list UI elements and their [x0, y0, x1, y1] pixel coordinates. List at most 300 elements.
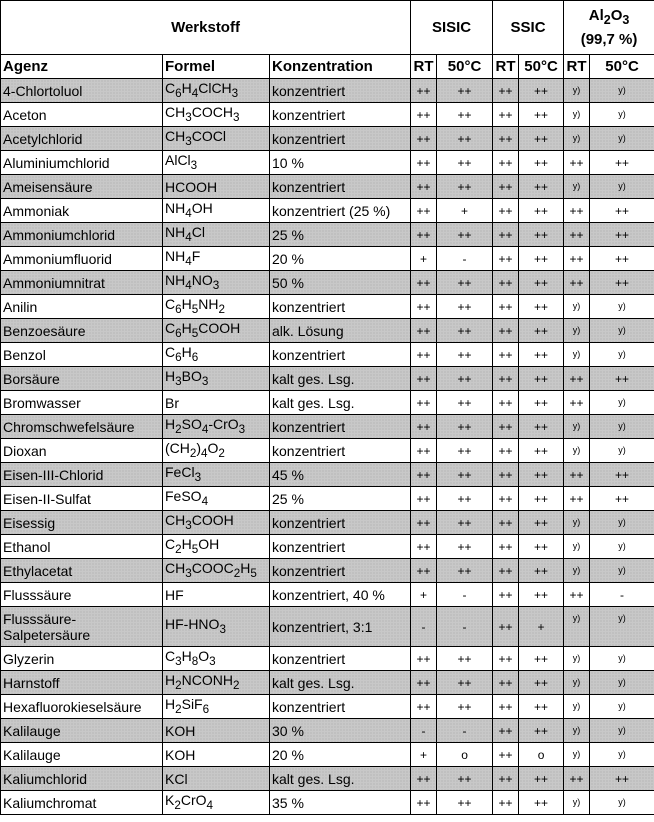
- konzentration-cell: 20 %: [270, 247, 411, 271]
- header-sisic-50c: 50°C: [437, 55, 493, 79]
- table-row: [1, 223, 654, 247]
- rating-al2o3-50c: ++: [590, 367, 654, 391]
- table-row: [1, 199, 654, 223]
- rating-al2o3-50c: ++: [590, 767, 654, 791]
- agenz-cell: Ethylacetat: [1, 559, 163, 583]
- rating-al2o3-50c: y): [590, 671, 654, 695]
- konzentration-cell: konzentriert: [270, 175, 411, 199]
- rating-sisic-50c: ++: [437, 487, 493, 511]
- agenz-cell: Kalilauge: [1, 743, 163, 767]
- formel-cell: $H_2SO_4-CrO_3$: [163, 415, 270, 439]
- header-konzentration: Konzentration: [270, 55, 411, 79]
- rating-al2o3-rt: ++: [564, 199, 590, 223]
- formel-cell: KOH: [163, 743, 270, 767]
- rating-al2o3-50c: ++: [590, 271, 654, 295]
- rating-ssic-50c: ++: [519, 415, 564, 439]
- rating-sisic-rt: ++: [411, 487, 437, 511]
- header-al2o3: [564, 1, 654, 55]
- rating-ssic-rt: ++: [493, 175, 519, 199]
- rating-al2o3-50c: ++: [590, 247, 654, 271]
- rating-al2o3-50c: y): [590, 695, 654, 719]
- rating-al2o3-rt: y): [564, 127, 590, 151]
- rating-ssic-rt: ++: [493, 79, 519, 103]
- rating-al2o3-50c: y): [590, 319, 654, 343]
- table-row: [1, 647, 654, 671]
- rating-ssic-rt: ++: [493, 607, 519, 647]
- rating-al2o3-rt: y): [564, 671, 590, 695]
- rating-sisic-50c: ++: [437, 463, 493, 487]
- rating-ssic-rt: ++: [493, 791, 519, 815]
- formel-cell: $C_6H_4ClCH_3$: [163, 79, 270, 103]
- konzentration-cell: konzentriert (25 %): [270, 199, 411, 223]
- formel-cell: $CH_3COOC_2H_5$: [163, 559, 270, 583]
- header-agenz: Agenz: [1, 55, 163, 79]
- agenz-cell: Benzol: [1, 343, 163, 367]
- rating-ssic-rt: ++: [493, 487, 519, 511]
- rating-sisic-rt: ++: [411, 391, 437, 415]
- agenz-cell: Kaliumchromat: [1, 791, 163, 815]
- table-row: [1, 79, 654, 103]
- rating-sisic-rt: ++: [411, 319, 437, 343]
- rating-ssic-50c: ++: [519, 271, 564, 295]
- rating-ssic-rt: ++: [493, 295, 519, 319]
- rating-ssic-50c: ++: [519, 583, 564, 607]
- rating-sisic-rt: ++: [411, 695, 437, 719]
- konzentration-cell: konzentriert: [270, 559, 411, 583]
- table-row: [1, 103, 654, 127]
- rating-sisic-rt: +: [411, 247, 437, 271]
- formel-cell: HF: [163, 583, 270, 607]
- rating-ssic-50c: ++: [519, 695, 564, 719]
- rating-sisic-50c: ++: [437, 295, 493, 319]
- rating-sisic-50c: ++: [437, 151, 493, 175]
- rating-ssic-rt: ++: [493, 223, 519, 247]
- rating-ssic-rt: ++: [493, 719, 519, 743]
- rating-al2o3-rt: y): [564, 647, 590, 671]
- formel-cell: $H_3BO_3$: [163, 367, 270, 391]
- header-formel: Formel: [163, 55, 270, 79]
- rating-al2o3-50c: y): [590, 391, 654, 415]
- rating-ssic-rt: ++: [493, 247, 519, 271]
- table-row: [1, 791, 654, 815]
- rating-al2o3-50c: y): [590, 559, 654, 583]
- table-row: [1, 671, 654, 695]
- konzentration-cell: konzentriert: [270, 415, 411, 439]
- rating-ssic-50c: ++: [519, 391, 564, 415]
- rating-sisic-50c: ++: [437, 647, 493, 671]
- rating-al2o3-rt: y): [564, 695, 590, 719]
- rating-ssic-rt: ++: [493, 559, 519, 583]
- header-sisic-rt: RT: [411, 55, 437, 79]
- rating-al2o3-50c: y): [590, 743, 654, 767]
- rating-al2o3-rt: ++: [564, 247, 590, 271]
- rating-ssic-50c: ++: [519, 559, 564, 583]
- rating-sisic-rt: ++: [411, 791, 437, 815]
- rating-ssic-50c: ++: [519, 79, 564, 103]
- rating-ssic-rt: ++: [493, 199, 519, 223]
- rating-sisic-rt: ++: [411, 127, 437, 151]
- rating-ssic-rt: ++: [493, 127, 519, 151]
- agenz-cell: Harnstoff: [1, 671, 163, 695]
- table-row: [1, 391, 654, 415]
- rating-al2o3-rt: y): [564, 743, 590, 767]
- rating-al2o3-50c: y): [590, 535, 654, 559]
- table-row: [1, 487, 654, 511]
- rating-sisic-rt: ++: [411, 767, 437, 791]
- rating-sisic-rt: ++: [411, 223, 437, 247]
- table-row: [1, 319, 654, 343]
- rating-al2o3-rt: ++: [564, 487, 590, 511]
- formel-cell: KOH: [163, 719, 270, 743]
- konzentration-cell: konzentriert, 40 %: [270, 583, 411, 607]
- rating-al2o3-50c: -: [590, 583, 654, 607]
- table-row: [1, 559, 654, 583]
- konzentration-cell: 35 %: [270, 791, 411, 815]
- rating-sisic-50c: ++: [437, 559, 493, 583]
- rating-al2o3-50c: y): [590, 79, 654, 103]
- konzentration-cell: konzentriert: [270, 535, 411, 559]
- rating-al2o3-rt: y): [564, 103, 590, 127]
- rating-al2o3-rt: ++: [564, 391, 590, 415]
- rating-ssic-50c: ++: [519, 247, 564, 271]
- table-row: [1, 175, 654, 199]
- rating-ssic-50c: ++: [519, 223, 564, 247]
- agenz-cell: Aluminiumchlorid: [1, 151, 163, 175]
- rating-sisic-rt: ++: [411, 647, 437, 671]
- rating-ssic-50c: ++: [519, 343, 564, 367]
- rating-ssic-50c: ++: [519, 295, 564, 319]
- rating-ssic-50c: ++: [519, 175, 564, 199]
- rating-sisic-50c: o: [437, 743, 493, 767]
- rating-al2o3-50c: ++: [590, 223, 654, 247]
- rating-sisic-rt: ++: [411, 271, 437, 295]
- table-row: [1, 743, 654, 767]
- header-werkstoff: Werkstoff: [1, 1, 411, 55]
- rating-ssic-50c: ++: [519, 511, 564, 535]
- konzentration-cell: konzentriert: [270, 127, 411, 151]
- rating-ssic-50c: ++: [519, 199, 564, 223]
- rating-al2o3-50c: ++: [590, 151, 654, 175]
- table-row: [1, 415, 654, 439]
- agenz-cell: Dioxan: [1, 439, 163, 463]
- konzentration-cell: konzentriert: [270, 79, 411, 103]
- konzentration-cell: 25 %: [270, 487, 411, 511]
- agenz-cell: Chromschwefelsäure: [1, 415, 163, 439]
- header-ssic: SSIC: [493, 1, 564, 55]
- rating-ssic-rt: ++: [493, 583, 519, 607]
- al2o3-purity: (99,7 %): [580, 31, 638, 48]
- rating-al2o3-50c: y): [590, 791, 654, 815]
- formel-cell: FeSO$_4$: [163, 487, 270, 511]
- agenz-cell: Flusssäure: [1, 583, 163, 607]
- formel-cell: $C_3H_8O_3$: [163, 647, 270, 671]
- rating-ssic-rt: ++: [493, 319, 519, 343]
- rating-sisic-50c: ++: [437, 671, 493, 695]
- agenz-cell: Ammoniumchlorid: [1, 223, 163, 247]
- rating-sisic-rt: ++: [411, 175, 437, 199]
- rating-ssic-rt: ++: [493, 767, 519, 791]
- agenz-cell: Ethanol: [1, 535, 163, 559]
- table-row: [1, 271, 654, 295]
- rating-sisic-50c: ++: [437, 103, 493, 127]
- rating-ssic-50c: ++: [519, 127, 564, 151]
- rating-sisic-50c: ++: [437, 415, 493, 439]
- konzentration-cell: konzentriert: [270, 511, 411, 535]
- rating-ssic-rt: ++: [493, 151, 519, 175]
- rating-al2o3-rt: y): [564, 511, 590, 535]
- rating-ssic-rt: ++: [493, 743, 519, 767]
- table-row: [1, 719, 654, 743]
- agenz-cell: Hexafluorokieselsäure: [1, 695, 163, 719]
- header-row-columns: [1, 55, 654, 79]
- rating-sisic-rt: ++: [411, 439, 437, 463]
- rating-al2o3-rt: ++: [564, 463, 590, 487]
- konzentration-cell: kalt ges. Lsg.: [270, 671, 411, 695]
- rating-sisic-rt: ++: [411, 535, 437, 559]
- konzentration-cell: kalt ges. Lsg.: [270, 391, 411, 415]
- formel-cell: $NH_4OH$: [163, 199, 270, 223]
- rating-al2o3-50c: y): [590, 439, 654, 463]
- formel-cell: $HF-HNO_3$: [163, 607, 270, 647]
- rating-sisic-50c: ++: [437, 695, 493, 719]
- formel-cell: $K_2CrO_4$: [163, 791, 270, 815]
- rating-al2o3-rt: y): [564, 175, 590, 199]
- table-row: [1, 439, 654, 463]
- rating-al2o3-50c: y): [590, 511, 654, 535]
- rating-sisic-rt: +: [411, 743, 437, 767]
- rating-sisic-rt: ++: [411, 79, 437, 103]
- rating-sisic-rt: ++: [411, 199, 437, 223]
- agenz-cell: Ammoniak: [1, 199, 163, 223]
- rating-sisic-50c: -: [437, 607, 493, 647]
- table-row: [1, 343, 654, 367]
- agenz-cell: Bromwasser: [1, 391, 163, 415]
- rating-ssic-50c: ++: [519, 487, 564, 511]
- rating-sisic-50c: +: [437, 199, 493, 223]
- konzentration-cell: 10 %: [270, 151, 411, 175]
- konzentration-cell: konzentriert, 3:1: [270, 607, 411, 647]
- rating-al2o3-50c: y): [590, 295, 654, 319]
- rating-sisic-50c: ++: [437, 767, 493, 791]
- agenz-cell: Eisessig: [1, 511, 163, 535]
- rating-ssic-50c: ++: [519, 319, 564, 343]
- konzentration-cell: konzentriert: [270, 695, 411, 719]
- rating-ssic-rt: ++: [493, 463, 519, 487]
- formel-cell: $CH_3COCH_3$: [163, 103, 270, 127]
- rating-al2o3-50c: y): [590, 343, 654, 367]
- rating-al2o3-rt: y): [564, 719, 590, 743]
- formel-cell: $NH_4F$: [163, 247, 270, 271]
- konzentration-cell: konzentriert: [270, 439, 411, 463]
- table-row: [1, 695, 654, 719]
- rating-ssic-rt: ++: [493, 535, 519, 559]
- konzentration-cell: 30 %: [270, 719, 411, 743]
- rating-al2o3-rt: y): [564, 607, 590, 647]
- agenz-cell: Ammoniumnitrat: [1, 271, 163, 295]
- rating-al2o3-50c: y): [590, 415, 654, 439]
- table-row: [1, 511, 654, 535]
- formel-cell: KCl: [163, 767, 270, 791]
- rating-al2o3-50c: y): [590, 127, 654, 151]
- agenz-cell: Anilin: [1, 295, 163, 319]
- rating-sisic-50c: ++: [437, 343, 493, 367]
- rating-al2o3-rt: y): [564, 535, 590, 559]
- rating-al2o3-rt: ++: [564, 151, 590, 175]
- rating-sisic-rt: ++: [411, 559, 437, 583]
- rating-ssic-rt: ++: [493, 511, 519, 535]
- agenz-cell: Eisen-III-Chlorid: [1, 463, 163, 487]
- rating-ssic-rt: ++: [493, 343, 519, 367]
- rating-al2o3-rt: ++: [564, 583, 590, 607]
- agenz-cell: Ammoniumfluorid: [1, 247, 163, 271]
- table-row: [1, 583, 654, 607]
- rating-sisic-rt: -: [411, 719, 437, 743]
- header-al2o3-rt: RT: [564, 55, 590, 79]
- rating-sisic-rt: ++: [411, 415, 437, 439]
- agenz-cell: Flusssäure-Salpetersäure: [1, 607, 163, 647]
- rating-ssic-50c: ++: [519, 103, 564, 127]
- rating-sisic-50c: ++: [437, 439, 493, 463]
- konzentration-cell: konzentriert: [270, 343, 411, 367]
- rating-sisic-50c: ++: [437, 367, 493, 391]
- rating-ssic-50c: ++: [519, 439, 564, 463]
- table-row: [1, 247, 654, 271]
- konzentration-cell: 50 %: [270, 271, 411, 295]
- konzentration-cell: konzentriert: [270, 103, 411, 127]
- rating-sisic-rt: +: [411, 583, 437, 607]
- rating-ssic-rt: ++: [493, 671, 519, 695]
- formel-cell: $C_6H_5COOH$: [163, 319, 270, 343]
- rating-al2o3-50c: ++: [590, 199, 654, 223]
- rating-al2o3-rt: ++: [564, 367, 590, 391]
- agenz-cell: Borsäure: [1, 367, 163, 391]
- rating-ssic-rt: ++: [493, 103, 519, 127]
- rating-al2o3-50c: y): [590, 103, 654, 127]
- rating-ssic-50c: ++: [519, 767, 564, 791]
- agenz-cell: Kalilauge: [1, 719, 163, 743]
- rating-sisic-50c: ++: [437, 271, 493, 295]
- formel-cell: AlCl$_3$: [163, 151, 270, 175]
- rating-al2o3-rt: y): [564, 343, 590, 367]
- rating-al2o3-50c: ++: [590, 487, 654, 511]
- formel-cell: HCOOH: [163, 175, 270, 199]
- table-row: [1, 463, 654, 487]
- rating-sisic-rt: ++: [411, 511, 437, 535]
- rating-al2o3-rt: ++: [564, 767, 590, 791]
- rating-al2o3-50c: y): [590, 647, 654, 671]
- konzentration-cell: alk. Lösung: [270, 319, 411, 343]
- agenz-cell: Glyzerin: [1, 647, 163, 671]
- rating-al2o3-rt: y): [564, 415, 590, 439]
- rating-ssic-rt: ++: [493, 695, 519, 719]
- formel-cell: FeCl$_3$: [163, 463, 270, 487]
- formel-cell: $CH_3COOH$: [163, 511, 270, 535]
- formel-cell: $CH_3COCl$: [163, 127, 270, 151]
- konzentration-cell: kalt ges. Lsg.: [270, 367, 411, 391]
- rating-al2o3-50c: y): [590, 719, 654, 743]
- formel-cell: $C_6H_5NH_2$: [163, 295, 270, 319]
- rating-al2o3-50c: ++: [590, 463, 654, 487]
- konzentration-cell: 20 %: [270, 743, 411, 767]
- table-row: [1, 607, 654, 647]
- rating-sisic-50c: ++: [437, 127, 493, 151]
- agenz-cell: Kaliumchlorid: [1, 767, 163, 791]
- rating-sisic-50c: ++: [437, 511, 493, 535]
- rating-al2o3-50c: y): [590, 175, 654, 199]
- table-row: [1, 767, 654, 791]
- agenz-cell: Aceton: [1, 103, 163, 127]
- rating-sisic-50c: -: [437, 719, 493, 743]
- formel-cell: Br: [163, 391, 270, 415]
- rating-sisic-rt: ++: [411, 343, 437, 367]
- rating-sisic-rt: ++: [411, 463, 437, 487]
- rating-ssic-50c: ++: [519, 791, 564, 815]
- formel-cell: $C_6H_6$: [163, 343, 270, 367]
- rating-sisic-rt: ++: [411, 671, 437, 695]
- rating-ssic-50c: ++: [519, 463, 564, 487]
- rating-sisic-rt: ++: [411, 151, 437, 175]
- rating-al2o3-rt: y): [564, 79, 590, 103]
- rating-ssic-50c: ++: [519, 535, 564, 559]
- rating-ssic-rt: ++: [493, 439, 519, 463]
- konzentration-cell: 25 %: [270, 223, 411, 247]
- table-row: [1, 151, 654, 175]
- konzentration-cell: kalt ges. Lsg.: [270, 767, 411, 791]
- rating-al2o3-rt: y): [564, 791, 590, 815]
- header-ssic-rt: RT: [493, 55, 519, 79]
- table-row: [1, 127, 654, 151]
- rating-sisic-50c: ++: [437, 791, 493, 815]
- formel-cell: $C_2H_5OH$: [163, 535, 270, 559]
- rating-ssic-rt: ++: [493, 391, 519, 415]
- agenz-cell: Eisen-II-Sulfat: [1, 487, 163, 511]
- rating-al2o3-rt: ++: [564, 223, 590, 247]
- rating-ssic-50c: ++: [519, 671, 564, 695]
- formel-cell: $NH_4Cl$: [163, 223, 270, 247]
- rating-sisic-rt: -: [411, 607, 437, 647]
- rating-ssic-50c: +: [519, 607, 564, 647]
- rating-sisic-50c: -: [437, 247, 493, 271]
- rating-ssic-50c: ++: [519, 367, 564, 391]
- rating-ssic-50c: ++: [519, 647, 564, 671]
- formel-cell: $(CH_2)_4O_2$: [163, 439, 270, 463]
- konzentration-cell: konzentriert: [270, 647, 411, 671]
- rating-al2o3-rt: y): [564, 295, 590, 319]
- header-row-materials: [1, 1, 654, 55]
- rating-sisic-50c: ++: [437, 223, 493, 247]
- agenz-cell: Acetylchlorid: [1, 127, 163, 151]
- header-al2o3-50c: 50°C: [590, 55, 654, 79]
- agenz-cell: Benzoesäure: [1, 319, 163, 343]
- rating-sisic-50c: ++: [437, 391, 493, 415]
- rating-al2o3-rt: ++: [564, 271, 590, 295]
- rating-sisic-50c: ++: [437, 175, 493, 199]
- rating-sisic-rt: ++: [411, 103, 437, 127]
- agenz-cell: Ameisensäure: [1, 175, 163, 199]
- rating-sisic-50c: -: [437, 583, 493, 607]
- rating-ssic-50c: ++: [519, 151, 564, 175]
- table-row: [1, 535, 654, 559]
- rating-al2o3-rt: y): [564, 439, 590, 463]
- konzentration-cell: konzentriert: [270, 295, 411, 319]
- rating-ssic-50c: o: [519, 743, 564, 767]
- formel-cell: $H_2NCONH_2$: [163, 671, 270, 695]
- table-row: [1, 295, 654, 319]
- formel-cell: $NH_4NO_3$: [163, 271, 270, 295]
- rating-sisic-50c: ++: [437, 319, 493, 343]
- rating-ssic-rt: ++: [493, 271, 519, 295]
- table-row: [1, 367, 654, 391]
